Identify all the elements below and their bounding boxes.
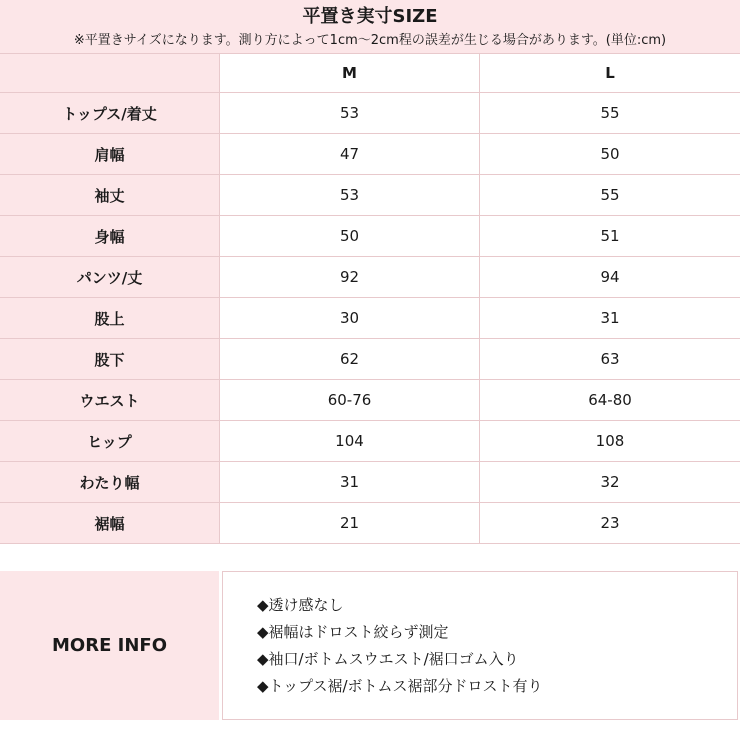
row-label: トップス/着丈 xyxy=(0,93,220,134)
more-info-section xyxy=(0,571,740,720)
row-label: ウエスト xyxy=(0,380,220,421)
table-row xyxy=(0,216,740,257)
value-m: 62 xyxy=(220,339,480,380)
column-header-blank xyxy=(0,53,220,93)
value-m: 31 xyxy=(220,462,480,503)
row-label: ヒップ xyxy=(0,421,220,462)
more-info-label: MORE INFO xyxy=(52,635,167,656)
value-l: 50 xyxy=(480,134,740,175)
list-item: ◆袖口/ボトムスウエスト/裾口ゴム入り xyxy=(257,650,519,668)
value-l: 63 xyxy=(480,339,740,380)
measurement-note: ※平置きサイズになります。測り方によって1cm〜2cm程の誤差が生じる場合があります。(単位:cm) xyxy=(73,33,667,48)
value-l: 55 xyxy=(480,175,740,216)
value-m: 60-76 xyxy=(220,380,480,421)
value-m: 21 xyxy=(220,503,480,544)
value-l: 64-80 xyxy=(480,380,740,421)
value-l: 108 xyxy=(480,421,740,462)
size-table xyxy=(0,53,740,544)
column-header-l: L xyxy=(480,53,740,93)
more-info-list xyxy=(223,572,737,700)
row-label: 袖丈 xyxy=(0,175,220,216)
table-row xyxy=(0,339,740,380)
value-m: 92 xyxy=(220,257,480,298)
value-l: 94 xyxy=(480,257,740,298)
value-l: 23 xyxy=(480,503,740,544)
table-row xyxy=(0,421,740,462)
table-row xyxy=(0,134,740,175)
row-label: 股下 xyxy=(0,339,220,380)
value-m: 53 xyxy=(220,175,480,216)
row-label: 肩幅 xyxy=(0,134,220,175)
table-row xyxy=(0,462,740,503)
value-m: 30 xyxy=(220,298,480,339)
table-row xyxy=(0,175,740,216)
more-info-list-box xyxy=(222,571,738,720)
list-item: ◆裾幅はドロスト絞らず測定 xyxy=(257,623,449,641)
more-info-label-box xyxy=(0,571,219,720)
value-m: 50 xyxy=(220,216,480,257)
value-m: 53 xyxy=(220,93,480,134)
list-item: ◆トップス裾/ボトムス裾部分ドロスト有り xyxy=(257,677,543,695)
row-label: 股上 xyxy=(0,298,220,339)
table-row xyxy=(0,503,740,544)
row-label: 身幅 xyxy=(0,216,220,257)
size-chart-header xyxy=(0,0,740,53)
row-label: 裾幅 xyxy=(0,503,220,544)
list-item: ◆透け感なし xyxy=(257,596,344,614)
table-row xyxy=(0,380,740,421)
table-header-row xyxy=(0,53,740,93)
table-row xyxy=(0,298,740,339)
page-title: 平置き実寸SIZE xyxy=(302,6,438,27)
value-l: 51 xyxy=(480,216,740,257)
value-m: 47 xyxy=(220,134,480,175)
value-l: 32 xyxy=(480,462,740,503)
table-row xyxy=(0,93,740,134)
value-l: 31 xyxy=(480,298,740,339)
value-m: 104 xyxy=(220,421,480,462)
value-l: 55 xyxy=(480,93,740,134)
row-label: パンツ/丈 xyxy=(0,257,220,298)
row-label: わたり幅 xyxy=(0,462,220,503)
column-header-m: M xyxy=(220,53,480,93)
table-row xyxy=(0,257,740,298)
